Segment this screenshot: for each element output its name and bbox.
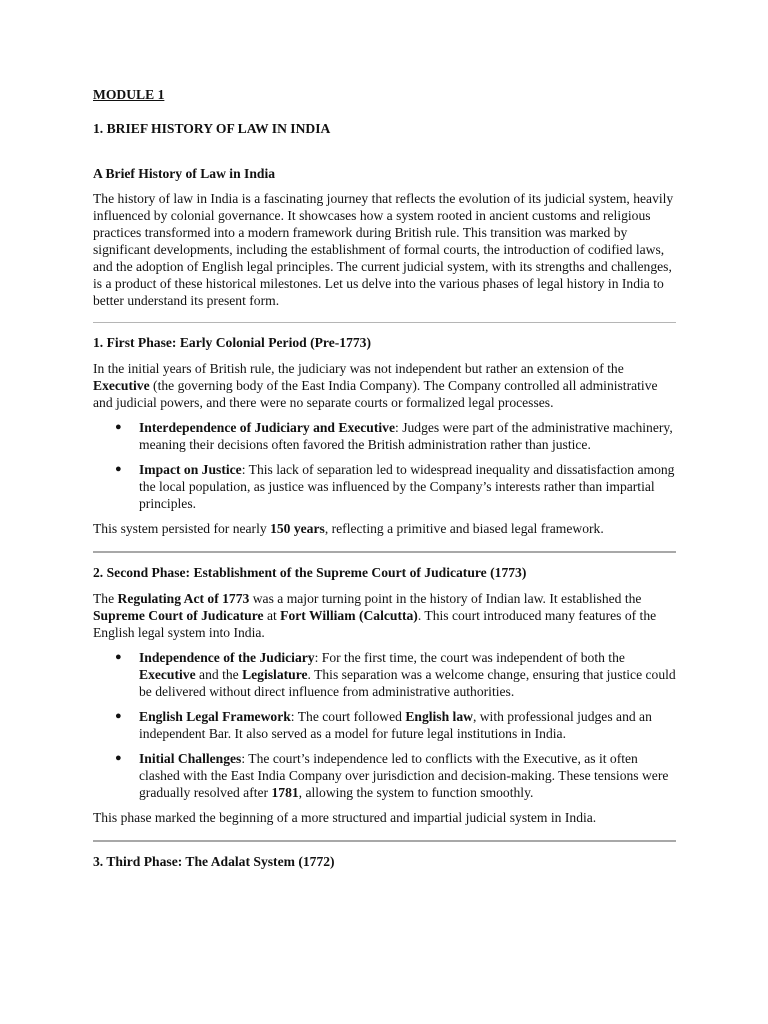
phase2-heading: 2. Second Phase: Establishment of the Supreme Court of Judicature (1773) bbox=[93, 565, 527, 580]
text-run: , with professional judges and an independent Bar. It also served as a model for future legal institutions in India. bbox=[139, 709, 652, 741]
divider bbox=[93, 551, 676, 553]
text-run: (the governing body of the East India Company). The Company controlled all administrative and judicial powers, and there were no separate courts or formalized legal processes. bbox=[93, 378, 658, 410]
list-item bbox=[93, 419, 676, 453]
text-run: , allowing the system to function smoothly. bbox=[298, 785, 534, 800]
text-run: This system persisted for nearly bbox=[93, 521, 271, 536]
list-item-text bbox=[139, 709, 652, 741]
divider bbox=[93, 840, 676, 842]
text-run: , reflecting a primitive and biased legal framework. bbox=[324, 521, 604, 536]
document-page bbox=[93, 86, 676, 879]
text-run: This phase marked the beginning of a more structured and impartial judicial system in India. bbox=[93, 810, 597, 825]
list-item bbox=[93, 649, 676, 700]
text-run: : This lack of separation led to widespread inequality and dissatisfaction among the local population, as justice was influenced by the Company’s interests rather than impartial principles. bbox=[139, 462, 675, 511]
phase1-bullet-list bbox=[93, 419, 676, 512]
bold-text: 1781 bbox=[271, 785, 299, 800]
bold-text: Legislature bbox=[242, 667, 308, 682]
subheading: A Brief History of Law in India bbox=[93, 166, 276, 181]
bullet-icon: ● bbox=[115, 421, 122, 433]
bold-text: Fort William (Calcutta) bbox=[280, 608, 418, 623]
bold-text: Supreme Court of Judicature bbox=[93, 608, 264, 623]
bold-text: Independence of the Judiciary bbox=[139, 650, 315, 665]
bold-text: Interdependence of Judiciary and Executive bbox=[139, 420, 396, 435]
text-run: . This separation was a welcome change, ensuring that justice could be delivered without direct influence from administrative authorities. bbox=[139, 667, 676, 699]
bullet-icon: ● bbox=[115, 651, 122, 663]
intro-paragraph: The history of law in India is a fascinating journey that reflects the evolution of its judicial system, heavily influenced by colonial governance. It showcases how a system rooted in ancient customs and religious practices transformed into a modern framework during British rule. This transition was marked by significant developments, including the establishment of formal courts, the introduction of codified laws, and the adoption of English legal principles. The current judicial system, with its strengths and challenges, is a product of these historical milestones. Let us delve into the various phases of legal history in India to better understand its present form. bbox=[93, 191, 674, 308]
text-run: was a major turning point in the history of Indian law. It established the bbox=[249, 591, 642, 606]
phase2-paragraph bbox=[93, 590, 676, 641]
list-item bbox=[93, 750, 676, 801]
text-run: : Judges were part of the administrative machinery, meaning their decisions often favored the British administration rather than justice. bbox=[139, 420, 673, 452]
module-title: MODULE 1 bbox=[93, 87, 165, 102]
list-item bbox=[93, 708, 676, 742]
phase1-paragraph bbox=[93, 360, 676, 411]
bullet-icon: ● bbox=[115, 710, 122, 722]
text-run: and the bbox=[195, 667, 243, 682]
phase2-closing bbox=[93, 809, 676, 826]
bold-text: Impact on Justice bbox=[139, 462, 242, 477]
text-run: : The court followed bbox=[290, 709, 406, 724]
bullet-icon: ● bbox=[115, 752, 122, 764]
divider bbox=[93, 322, 676, 323]
list-item-text bbox=[139, 751, 668, 800]
bold-text: English Legal Framework bbox=[139, 709, 291, 724]
phase2-bullet-list bbox=[93, 649, 676, 801]
list-item bbox=[93, 461, 676, 512]
text-run: at bbox=[263, 608, 281, 623]
list-item-text bbox=[139, 462, 674, 511]
phase1-heading: 1. First Phase: Early Colonial Period (Pre-1773) bbox=[93, 335, 371, 350]
bold-text: English law bbox=[405, 709, 473, 724]
text-run: : For the first time, the court was independent of both the bbox=[314, 650, 625, 665]
text-run: . This court introduced many features of the English legal system into India. bbox=[93, 608, 657, 640]
bold-text: 150 years bbox=[270, 521, 325, 536]
bullet-icon: ● bbox=[115, 463, 122, 475]
text-run: The bbox=[93, 591, 118, 606]
phase3-heading: 3. Third Phase: The Adalat System (1772) bbox=[93, 854, 335, 869]
list-item-text bbox=[139, 650, 676, 699]
phase1-closing bbox=[93, 520, 676, 537]
list-item-text bbox=[139, 420, 673, 452]
bold-text: Executive bbox=[93, 378, 150, 393]
text-run: In the initial years of British rule, the judiciary was not independent but rather an extension of the bbox=[93, 361, 624, 376]
bold-text: Regulating Act of 1773 bbox=[117, 591, 250, 606]
section-heading: 1. BRIEF HISTORY OF LAW IN INDIA bbox=[93, 121, 331, 136]
bold-text: Executive bbox=[139, 667, 196, 682]
text-run: : The court’s independence led to conflicts with the Executive, as it often clashed with the East India Company over jurisdiction and decision-making. These tensions were gradually resolved after bbox=[139, 751, 669, 800]
bold-text: Initial Challenges bbox=[139, 751, 242, 766]
